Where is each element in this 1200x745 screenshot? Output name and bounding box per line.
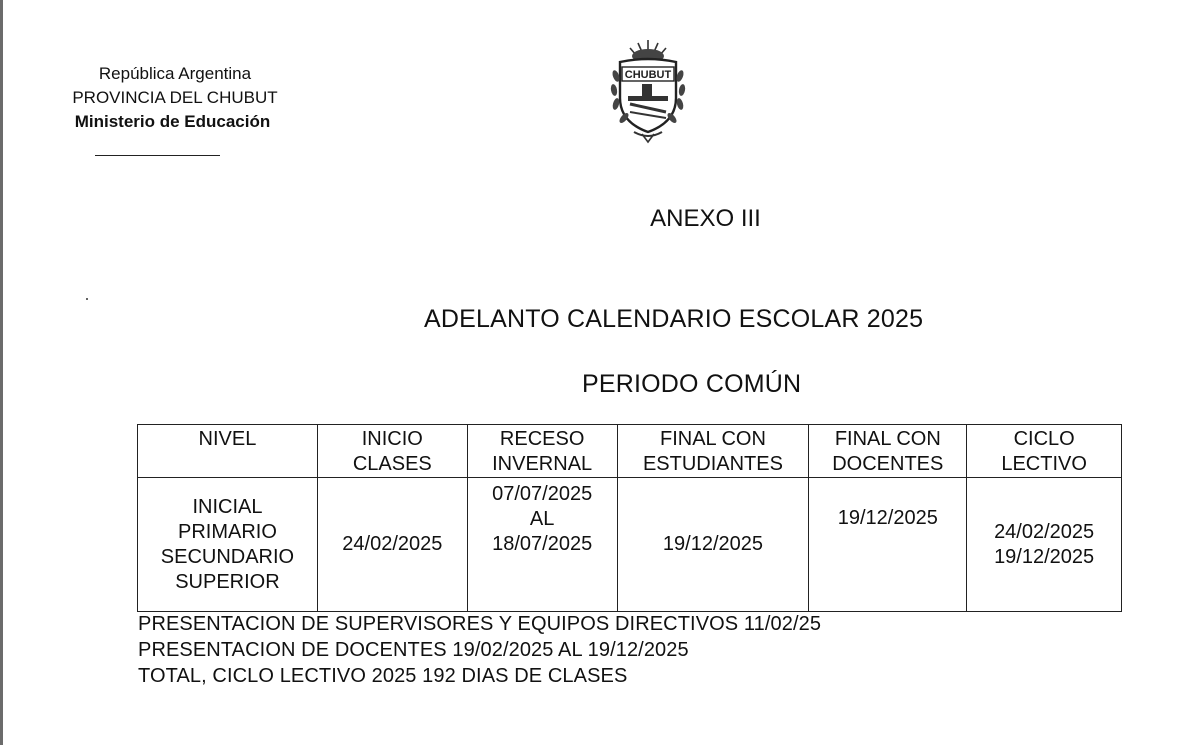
- header-line: INVERNAL: [492, 453, 593, 475]
- cell-final-docentes: [809, 478, 967, 612]
- nivel-line: PRIMARIO: [178, 520, 277, 543]
- note-line: TOTAL, CICLO LECTIVO 2025 192 DIAS DE CLASES: [138, 665, 628, 687]
- final-estudiantes-value: 19/12/2025: [662, 533, 763, 555]
- cell-inicio-clases: [317, 478, 467, 612]
- document-subtitle: PERIODO COMÚN: [582, 370, 802, 398]
- cell-final-estudiantes: [617, 478, 809, 612]
- header-line: NIVEL: [198, 428, 257, 450]
- letterhead-country: República Argentina: [98, 64, 252, 83]
- header-final-estudiantes: [617, 425, 809, 478]
- nivel-line: SUPERIOR: [175, 570, 280, 593]
- document-title: ADELANTO CALENDARIO ESCOLAR 2025: [424, 305, 924, 333]
- header-line: CLASES: [352, 453, 432, 475]
- nivel-line: INICIAL: [192, 495, 263, 518]
- header-final-docentes: [809, 425, 967, 478]
- header-line: FINAL CON: [659, 428, 766, 450]
- final-docentes-value: 19/12/2025: [837, 507, 938, 529]
- header-line: LECTIVO: [1001, 453, 1087, 475]
- notes-block: [138, 611, 821, 689]
- ciclo-line: 19/12/2025: [994, 545, 1095, 568]
- nivel-line: SECUNDARIO: [160, 545, 295, 568]
- header-line: INICIO: [361, 428, 423, 450]
- ciclo-line: 24/02/2025: [994, 520, 1095, 543]
- svg-text:CHUBUT: CHUBUT: [624, 69, 672, 81]
- inicio-clases-value: 24/02/2025: [342, 533, 443, 555]
- cell-receso-invernal: [467, 478, 617, 612]
- table-header-row: [138, 425, 1122, 478]
- header-receso-invernal: [467, 425, 617, 478]
- letterhead-province: PROVINCIA DEL CHUBUT: [72, 88, 278, 107]
- receso-line: AL: [529, 508, 555, 530]
- header-line: ESTUDIANTES: [642, 453, 783, 475]
- header-line: RECESO: [499, 428, 585, 450]
- cell-ciclo-lectivo: [967, 478, 1122, 612]
- header-inicio-clases: [317, 425, 467, 478]
- cell-nivel: [138, 478, 318, 612]
- receso-line: 18/07/2025: [492, 533, 593, 555]
- header-ciclo-lectivo: [967, 425, 1122, 478]
- table-row: [138, 478, 1122, 612]
- annex-heading: ANEXO III: [650, 205, 761, 232]
- receso-line: 07/07/2025: [492, 483, 593, 505]
- letterhead-rule: [95, 155, 220, 156]
- school-calendar-table: [137, 424, 1122, 612]
- letterhead-ministry: Ministerio de Educación: [74, 112, 271, 131]
- header-line: FINAL CON: [834, 428, 941, 450]
- letterhead: [30, 62, 320, 134]
- header-line: CICLO: [1013, 428, 1075, 450]
- speck: [86, 298, 88, 300]
- header-nivel: [138, 425, 318, 478]
- header-line: DOCENTES: [832, 453, 944, 475]
- note-line: PRESENTACION DE DOCENTES 19/02/2025 AL 19/12/2025: [138, 639, 689, 661]
- note-line: PRESENTACION DE SUPERVISORES Y EQUIPOS DIRECTIVOS 11/02/25: [138, 613, 822, 635]
- chubut-coat-of-arms-icon: [602, 36, 694, 144]
- page-edge-shadow: [0, 0, 3, 745]
